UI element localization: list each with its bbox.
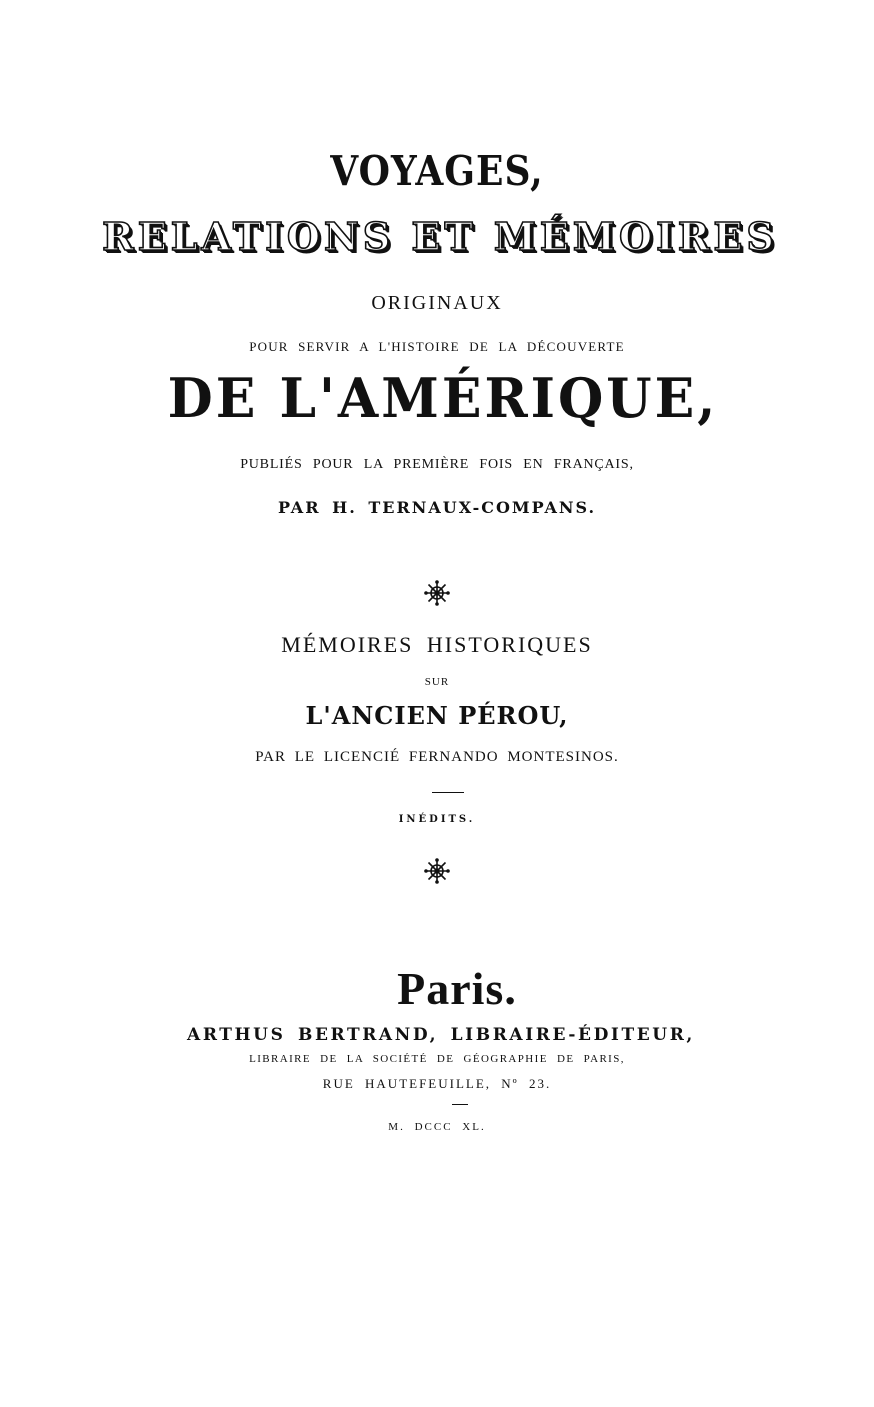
imprint-publisher-role: LIBRAIRE DE LA SOCIÉTÉ DE GÉOGRAPHIE DE PARIS, — [249, 1053, 625, 1065]
publication-note: PUBLIÉS POUR LA PREMIÈRE FOIS EN FRANÇAIS, — [240, 457, 634, 472]
editor-line: PAR H. TERNAUX-COMPANS. — [277, 498, 597, 517]
fleuron-icon — [424, 580, 450, 606]
imprint-date: M. DCCC XL. — [388, 1121, 486, 1133]
work-title: MÉMOIRES HISTORIQUES — [281, 632, 593, 657]
imprint-address: RUE HAUTEFEUILLE, Nº 23. — [322, 1076, 552, 1091]
divider-rule — [452, 1104, 468, 1105]
imprint-city: Paris. — [397, 963, 517, 1014]
work-sur: SUR — [424, 676, 450, 688]
main-title: DE L'AMÉRIQUE, — [167, 366, 719, 431]
originaux-label: ORIGINAUX — [371, 292, 503, 314]
series-title: VOYAGES, — [330, 146, 544, 196]
work-note: INÉDITS. — [398, 814, 476, 825]
divider-rule — [432, 792, 464, 793]
work-subject: L'ANCIEN PÉROU, — [305, 701, 569, 730]
purpose-line: POUR SERVIR A L'HISTOIRE DE LA DÉCOUVERTE — [249, 339, 625, 354]
imprint-publisher: ARTHUS BERTRAND, LIBRAIRE-ÉDITEUR, — [187, 1025, 695, 1045]
series-subtitle: RELATIONS ET MÉMOIRES — [102, 214, 778, 259]
work-author: PAR LE LICENCIÉ FERNANDO MONTESINOS. — [255, 749, 619, 765]
fleuron-icon — [424, 858, 450, 884]
